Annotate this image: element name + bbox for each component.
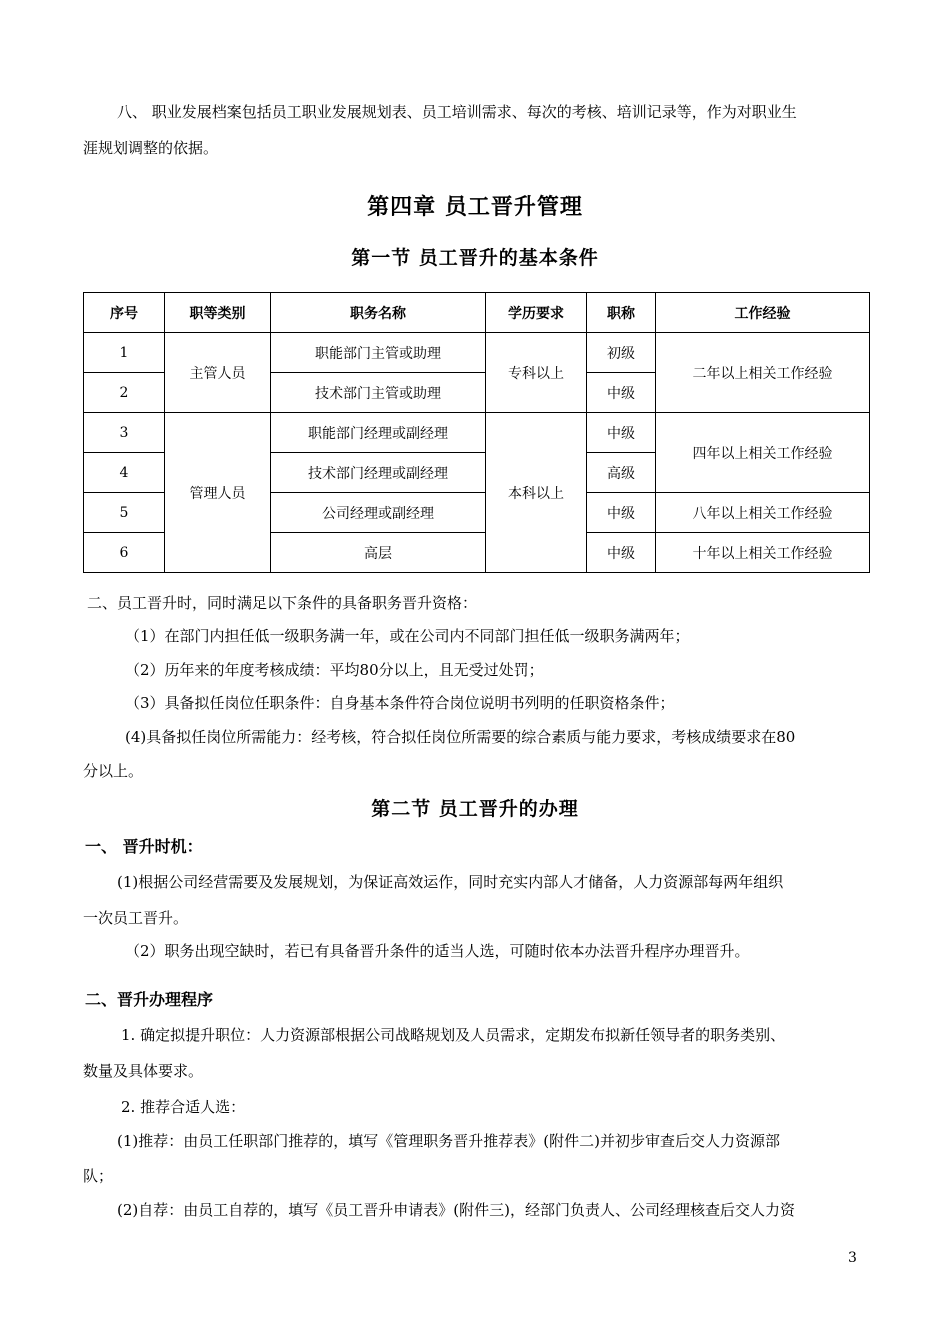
procedure-p3-line-1: (1)推荐：由员工任职部门推荐的，填写《管理职务晋升推荐表》(附件二)并初步审查后交人力资源部 — [117, 1132, 780, 1150]
procedure-p1-line-1: 1. 确定拟提升职位：人力资源部根据公司战略规划及人员需求，定期发布拟新任领导者的职务类别、 — [121, 1026, 786, 1044]
section-2-title: 第二节 员工晋升的办理 — [371, 798, 579, 820]
cell-position: 职能部门主管或助理 — [271, 333, 486, 373]
cell-education: 本科以上 — [486, 413, 587, 573]
cell-no: 4 — [84, 453, 165, 493]
grade-requirements-table — [83, 292, 870, 573]
procedure-p4: (2)自荐：由员工自荐的，填写《员工晋升申请表》(附件三)，经部门负责人、公司经理核查后交人力资 — [117, 1201, 795, 1219]
cell-no: 6 — [84, 533, 165, 573]
cell-title: 高级 — [587, 453, 656, 493]
header-position: 职务名称 — [271, 293, 486, 333]
procedure-p1-line-2: 数量及具体要求。 — [83, 1062, 204, 1080]
intro-line-2: 涯规划调整的依据。 — [83, 139, 219, 157]
cell-title: 初级 — [587, 333, 656, 373]
page-number: 3 — [848, 1250, 857, 1266]
conditions-intro: 二、员工晋升时，同时满足以下条件的具备职务晋升资格： — [87, 594, 478, 612]
timing-p1-line-2: 一次员工晋升。 — [83, 909, 189, 927]
procedure-heading: 二、晋升办理程序 — [85, 990, 214, 1009]
cell-experience: 二年以上相关工作经验 — [656, 333, 870, 413]
procedure-p2: 2. 推荐合适人选： — [121, 1098, 246, 1116]
cell-category: 主管人员 — [165, 333, 271, 413]
cell-position: 公司经理或副经理 — [271, 493, 486, 533]
condition-item-3: （3）具备拟任岗位任职条件：自身基本条件符合岗位说明书列明的任职资格条件； — [125, 694, 675, 712]
header-title: 职称 — [587, 293, 656, 333]
cell-position: 技术部门主管或助理 — [271, 373, 486, 413]
cell-education: 专科以上 — [486, 333, 587, 413]
timing-p2: （2）职务出现空缺时，若已有具备晋升条件的适当人选，可随时依本办法晋升程序办理晋升。 — [125, 942, 750, 960]
table-row — [84, 413, 870, 453]
cell-no: 1 — [84, 333, 165, 373]
cell-experience: 四年以上相关工作经验 — [656, 413, 870, 493]
header-experience: 工作经验 — [656, 293, 870, 333]
header-education: 学历要求 — [486, 293, 587, 333]
cell-title: 中级 — [587, 493, 656, 533]
section-1-title: 第一节 员工晋升的基本条件 — [351, 247, 599, 269]
timing-p1-line-1: (1)根据公司经营需要及发展规划，为保证高效运作，同时充实内部人才储备，人力资源部每两年组织 — [117, 873, 784, 891]
cell-position: 技术部门经理或副经理 — [271, 453, 486, 493]
condition-item-4-line-1: (4)具备拟任岗位所需能力：经考核，符合拟任岗位所需要的综合素质与能力要求，考核成绩要求在80 — [125, 728, 796, 746]
cell-title: 中级 — [587, 373, 656, 413]
cell-title: 中级 — [587, 413, 656, 453]
chapter-title: 第四章 员工晋升管理 — [367, 194, 583, 220]
procedure-p3-line-2: 队； — [83, 1167, 114, 1185]
header-category: 职等类别 — [165, 293, 271, 333]
cell-experience: 十年以上相关工作经验 — [656, 533, 870, 573]
condition-item-4-line-2: 分以上。 — [83, 762, 144, 780]
condition-item-2: （2）历年来的年度考核成绩：平均80分以上，且无受过处罚； — [125, 661, 544, 679]
cell-no: 2 — [84, 373, 165, 413]
cell-title: 中级 — [587, 533, 656, 573]
table-header-row — [84, 293, 870, 333]
intro-line-1: 八、 职业发展档案包括员工职业发展规划表、员工培训需求、每次的考核、培训记录等，作为对职业生 — [117, 103, 797, 121]
cell-no: 5 — [84, 493, 165, 533]
cell-experience: 八年以上相关工作经验 — [656, 493, 870, 533]
cell-category: 管理人员 — [165, 413, 271, 573]
table-row — [84, 333, 870, 373]
cell-no: 3 — [84, 413, 165, 453]
cell-position: 高层 — [271, 533, 486, 573]
timing-heading: 一、 晋升时机： — [85, 837, 203, 856]
condition-item-1: （1）在部门内担任低一级职务满一年，或在公司内不同部门担任低一级职务满两年； — [125, 627, 690, 645]
cell-position: 职能部门经理或副经理 — [271, 413, 486, 453]
header-no: 序号 — [84, 293, 165, 333]
